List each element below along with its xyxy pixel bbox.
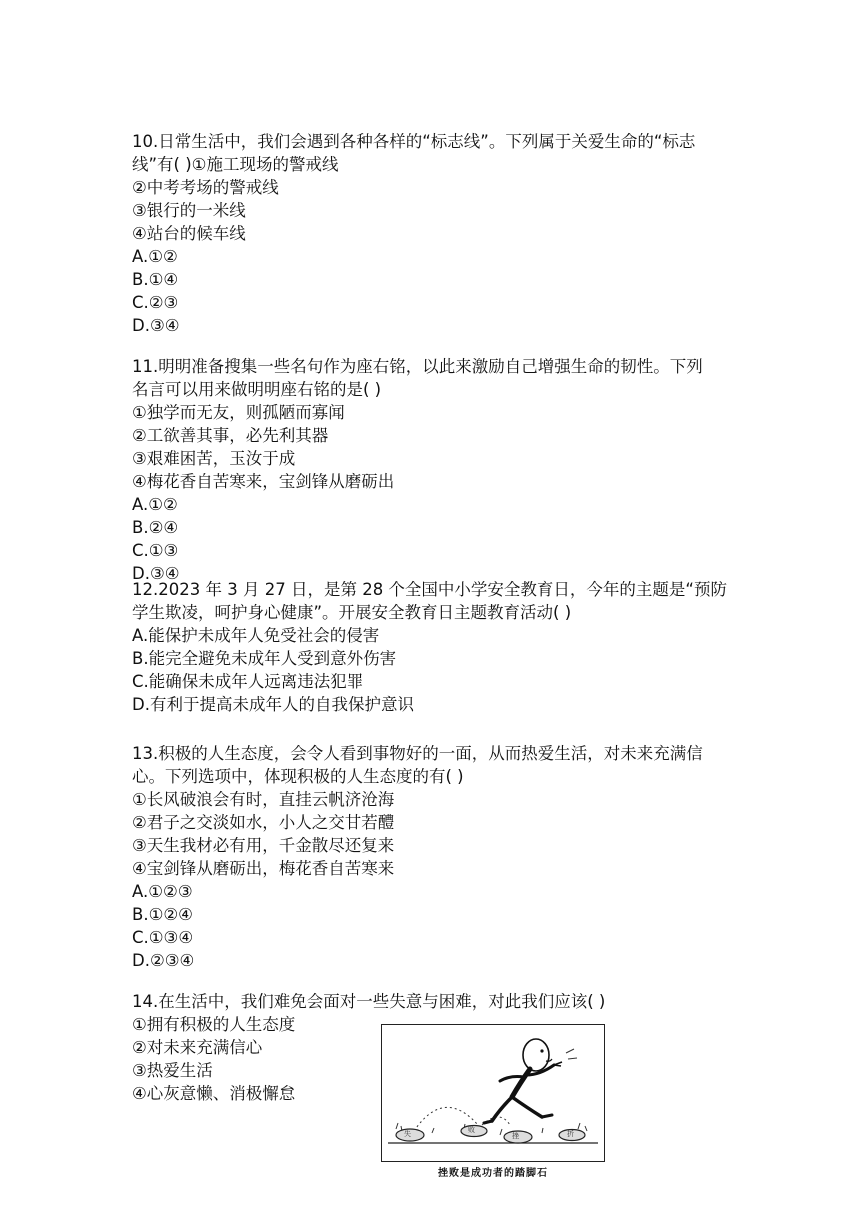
question-12-option-c: C.能确保未成年人远离违法犯罪 bbox=[132, 672, 364, 691]
running-figure-illustration bbox=[382, 1025, 604, 1161]
question-12 bbox=[132, 578, 742, 716]
question-10-option-d: D.③④ bbox=[132, 316, 180, 335]
question-14-item-3: ③热爱生活 bbox=[132, 1061, 213, 1080]
question-10-stem-line-1: 10.日常生活中，我们会遇到各种各样的“标志线”。下列属于关爱生命的“标志 bbox=[132, 132, 696, 151]
question-14-item-2: ②对未来充满信心 bbox=[132, 1038, 263, 1057]
question-12-option-a: A.能保护未成年人免受社会的侵害 bbox=[132, 626, 380, 645]
question-13-option-a: A.①②③ bbox=[132, 882, 193, 901]
question-10-option-a: A.①② bbox=[132, 247, 178, 266]
question-13 bbox=[132, 742, 742, 972]
question-13-stem-line-2: 心。下列选项中，体现积极的人生态度的有( ) bbox=[132, 767, 464, 786]
question-11-option-a: A.①② bbox=[132, 495, 178, 514]
cartoon-illustration bbox=[381, 1024, 605, 1162]
question-14-item-1: ①拥有积极的人生态度 bbox=[132, 1015, 296, 1034]
question-11-stem-line-1: 11.明明准备搜集一些名句作为座右铭，以此来激励自己增强生命的韧性。下列 bbox=[132, 357, 703, 376]
cartoon-caption: 挫败是成功者的踏脚石 bbox=[438, 1168, 548, 1179]
question-13-item-4: ④宝剑锋从磨砺出，梅花香自苦寒来 bbox=[132, 859, 395, 878]
question-10-item-2: ②中考考场的警戒线 bbox=[132, 178, 279, 197]
question-10-option-c: C.②③ bbox=[132, 293, 179, 312]
stone-label-1: 失 bbox=[404, 1130, 411, 1138]
question-11-item-4: ④梅花香自苦寒来，宝剑锋从磨砺出 bbox=[132, 472, 395, 491]
question-11-option-d: D.③④ bbox=[132, 564, 180, 583]
stone-label-4: 折 bbox=[567, 1130, 574, 1138]
stone-label-2: 败 bbox=[468, 1126, 475, 1134]
question-11-item-2: ②工欲善其事，必先利其器 bbox=[132, 426, 329, 445]
question-11-item-3: ③艰难困苦，玉汝于成 bbox=[132, 449, 296, 468]
question-10 bbox=[132, 130, 742, 337]
stone-label-3: 挫 bbox=[512, 1132, 519, 1140]
question-13-item-2: ②君子之交淡如水，小人之交甘若醴 bbox=[132, 813, 395, 832]
question-13-option-c: C.①③④ bbox=[132, 928, 194, 947]
question-13-option-b: B.①②④ bbox=[132, 905, 193, 924]
question-10-item-3: ③银行的一米线 bbox=[132, 201, 246, 220]
question-12-stem-line-1: 12.2023 年 3 月 27 日，是第 28 个全国中小学安全教育日，今年的主题是“预防 bbox=[132, 580, 727, 599]
question-13-stem-line-1: 13.积极的人生态度，会令人看到事物好的一面，从而热爱生活，对未来充满信 bbox=[132, 744, 703, 763]
question-10-item-4: ④站台的候车线 bbox=[132, 224, 246, 243]
question-11-stem-line-2: 名言可以用来做明明座右铭的是( ) bbox=[132, 380, 382, 399]
question-10-option-b: B.①④ bbox=[132, 270, 179, 289]
question-11-option-c: C.①③ bbox=[132, 541, 179, 560]
question-12-option-d: D.有利于提高未成年人的自我保护意识 bbox=[132, 695, 414, 714]
question-13-option-d: D.②③④ bbox=[132, 951, 195, 970]
question-11-option-b: B.②④ bbox=[132, 518, 179, 537]
question-11-item-1: ①独学而无友，则孤陋而寡闻 bbox=[132, 403, 345, 422]
question-14-item-4: ④心灰意懒、消极懈怠 bbox=[132, 1084, 296, 1103]
question-12-option-b: B.能完全避免未成年人受到意外伤害 bbox=[132, 649, 397, 668]
question-13-item-1: ①长风破浪会有时，直挂云帆济沧海 bbox=[132, 790, 395, 809]
question-12-stem-line-2: 学生欺凌，呵护身心健康”。开展安全教育日主题教育活动( ) bbox=[132, 603, 572, 622]
question-13-item-3: ③天生我材必有用，千金散尽还复来 bbox=[132, 836, 395, 855]
question-10-stem-line-2: 线”有( )①施工现场的警戒线 bbox=[132, 155, 339, 174]
question-14-stem: 14.在生活中，我们难免会面对一些失意与困难，对此我们应该( ) bbox=[132, 992, 606, 1011]
question-11 bbox=[132, 355, 742, 585]
